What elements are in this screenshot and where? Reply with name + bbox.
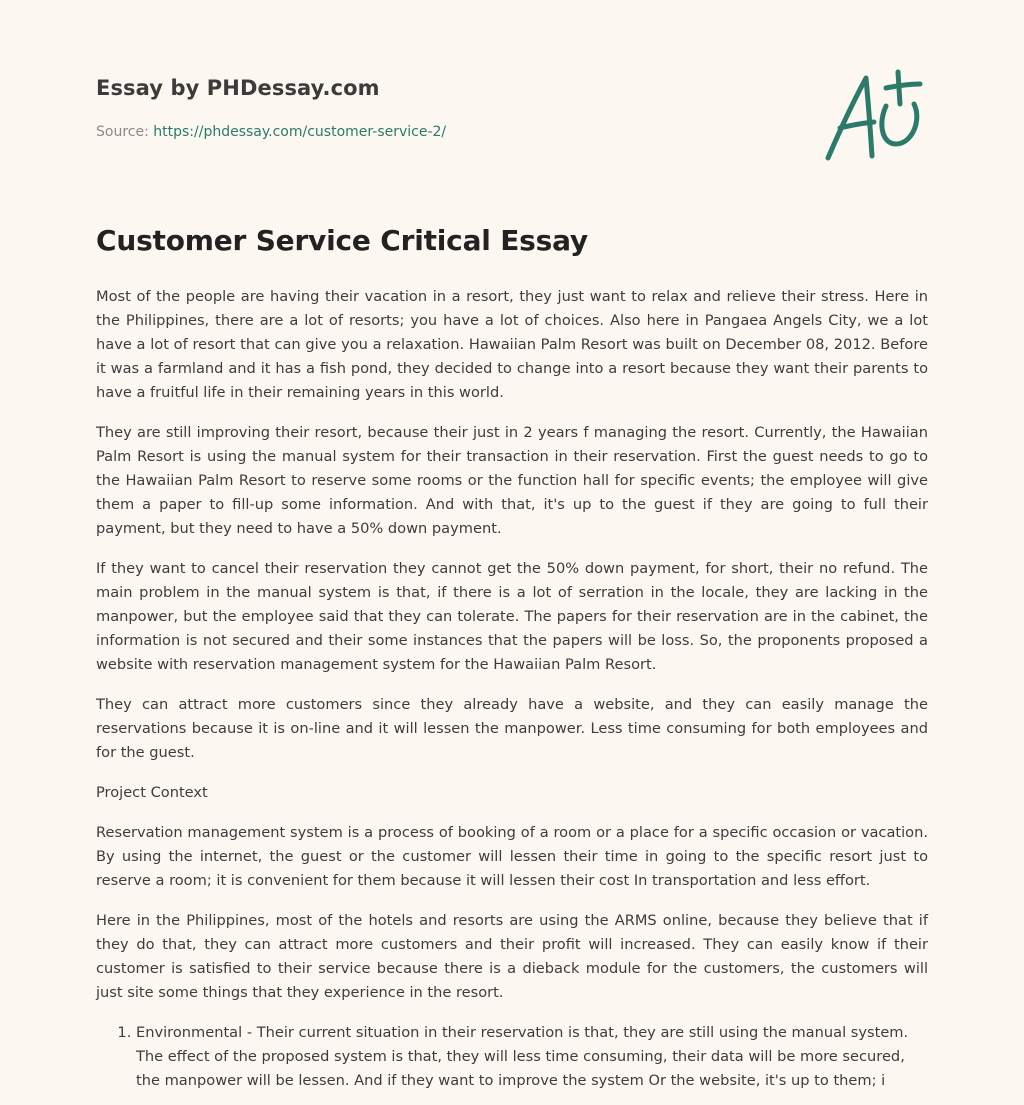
section-heading: Project Context	[96, 784, 208, 801]
paragraph: They can attract more customers since they already have a website, and they can easily manage the reservations because it is on-line and it will lessen the manpower. Less time consuming for both employees and for the guest.	[96, 696, 928, 761]
source-link[interactable]: https://phdessay.com/customer-service-2/	[153, 124, 447, 140]
paragraph: Here in the Philippines, most of the hotels and resorts are using the ARMS online, because they believe that if they do that, they can attract more customers and their profit will increased. They can easily know if their customer is satisfied to their service because there is a dieback module for the customers, the customers will just site some things that they experience in the resort.	[96, 912, 928, 1001]
paragraph: If they want to cancel their reservation they cannot get the 50% down payment, for short, their no refund. The main problem in the manual system is that, if there is a lot of serration in the locale, they are lacking in the manpower, but the employee said that they can tolerate. The papers for their reservation are in the cabinet, the information is not secured and their some instances that the papers will be loss. So, the proponents proposed a website with reservation management system for the Hawaiian Palm Resort.	[96, 560, 928, 673]
essay-title: Customer Service Critical Essay	[96, 224, 588, 257]
paragraph: They are still improving their resort, because their just in 2 years f managing the resort. Currently, the Hawaiian Palm Resort is using the manual system for their transaction in their reservation. First the guest needs to go to the Hawaiian Palm Resort to reserve some rooms or the function hall for specific events; the employee will give them a paper to fill-up some information. And with that, it's up to the guest if they are going to full their payment, but they need to have a 50% down payment.	[96, 424, 928, 537]
site-title: Essay by PHDessay.com	[96, 76, 380, 100]
paragraph: Most of the people are having their vacation in a resort, they just want to relax and relieve their stress. Here in the Philippines, there are a lot of resorts; you have a lot of choices. Also here in Pangaea Angels City, we a lot have a lot of resort that can give you a relaxation. Hawaiian Palm Resort was built on December 08, 2012. Before it was a farmland and it has a fish pond, they decided to change into a resort because they want their parents to have a fruitful life in their remaining years in this world.	[96, 288, 928, 401]
source-line	[96, 124, 446, 140]
list-item: 1. Environmental - Their current situation in their reservation is that, they are still using the manual system. The effect of the proposed system is that, they will less time consuming, their data will be more secured, the manpower will be lessen. And if they want to improve the system Or the website, it's up to them; i	[136, 1021, 928, 1093]
essay-body	[96, 285, 928, 1093]
paragraph: Reservation management system is a process of booking of a room or a place for a specific occasion or vacation. By using the internet, the guest or the customer will lessen their time in going to the specific resort just to reserve a room; it is convenient for them because it will lessen their cost In transportation and less effort.	[96, 824, 928, 889]
a-plus-grade-icon	[824, 64, 928, 168]
numbered-list	[96, 1021, 928, 1093]
source-label: Source:	[96, 124, 149, 140]
